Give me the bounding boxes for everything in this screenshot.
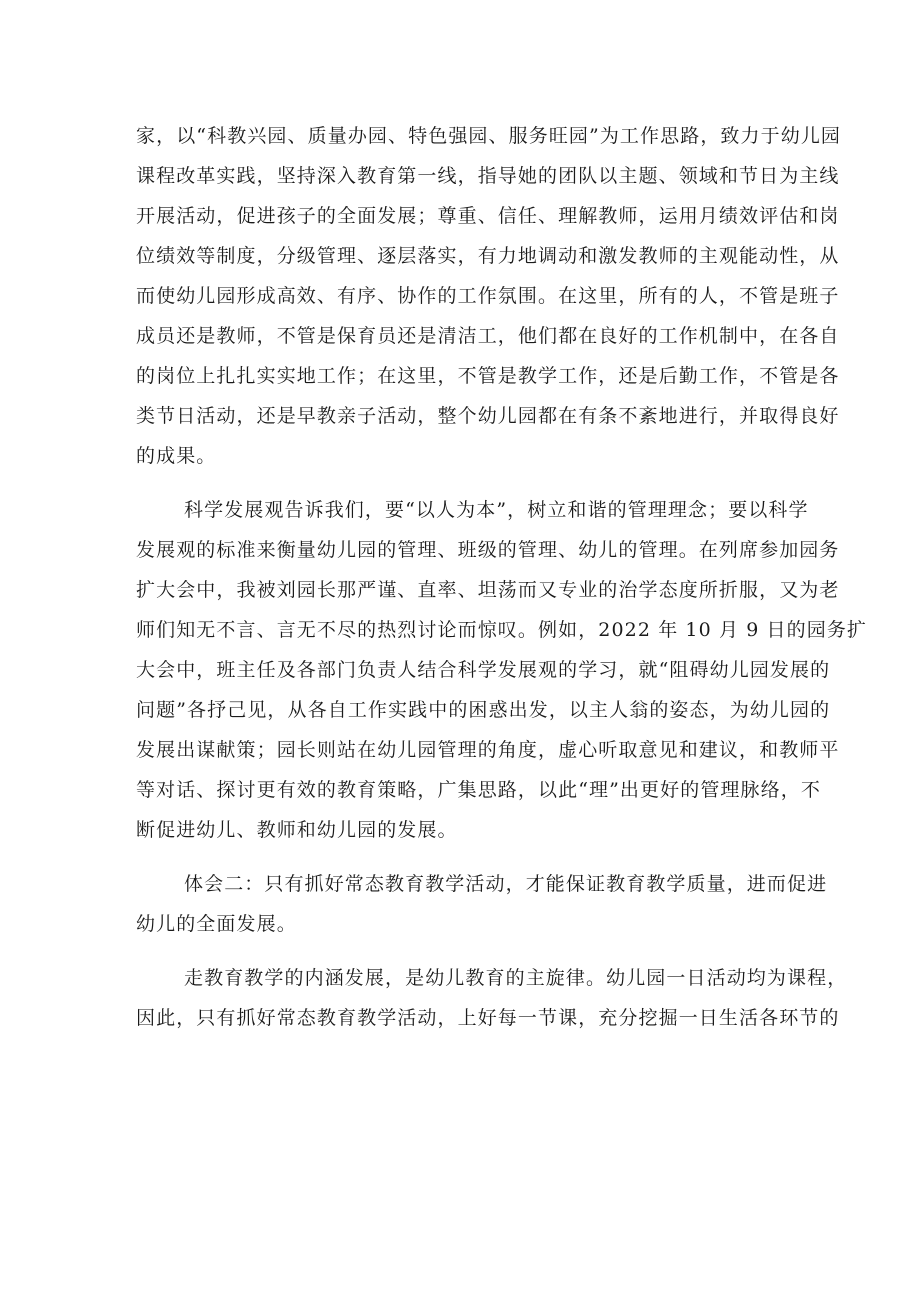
text-line: 家，以“科教兴园、质量办园、特色强园、服务旺园”为工作思路，致力于幼儿园 [136, 125, 842, 147]
text-line: 开展活动，促进孩子的全面发展；尊重、信任、理解教师，运用月绩效评估和岗 [136, 205, 840, 227]
text-line: 因此，只有抓好常态教育教学活动，上好每一节课，充分挖掘一日生活各环节的 [136, 1007, 840, 1029]
document-body [136, 116, 868, 1038]
text-line: 而使幼儿园形成高效、有序、协作的工作氛围。在这里，所有的人，不管是班子 [136, 285, 840, 307]
text-line: 大会中，班主任及各部门负责人结合科学发展观的学习，就“阻碍幼儿园发展的 [136, 659, 831, 681]
paragraph-3 [136, 864, 828, 944]
text-line: 走教育教学的内涵发展，是幼儿教育的主旋律。幼儿园一日活动均为课程， [184, 967, 848, 989]
text-line: 科学发展观告诉我们，要“以人为本”，树立和谐的管理理念；要以科学 [184, 499, 809, 521]
text-line: 位绩效等制度，分级管理、逐层落实，有力地调动和激发教师的主观能动性，从 [136, 245, 840, 267]
paragraph-1 [136, 116, 842, 476]
text-line: 扩大会中，我被刘园长那严谨、直率、坦荡而又专业的治学态度所折服，又为老 [136, 579, 840, 601]
paragraph-gap [136, 944, 798, 958]
paragraph-gap [136, 850, 798, 864]
text-line: 断促进幼儿、教师和幼儿园的发展。 [136, 819, 458, 841]
text-line: 师们知无不言、言无不尽的热烈讨论而惊叹。例如，2022 年 10 月 9 日的园务扩 [136, 619, 868, 641]
text-line: 的岗位上扎扎实实地工作；在这里，不管是教学工作，还是后勤工作，不管是各 [136, 365, 840, 387]
text-line: 体会二：只有抓好常态教育教学活动，才能保证教育教学质量，进而促进 [184, 873, 828, 895]
text-line: 发展观的标准来衡量幼儿园的管理、班级的管理、幼儿的管理。在列席参加园务 [136, 539, 840, 561]
text-line: 成员还是教师，不管是保育员还是清洁工，他们都在良好的工作机制中，在各自 [136, 325, 840, 347]
text-line: 等对话、探讨更有效的教育策略，广集思路，以此“理”出更好的管理脉络，不 [136, 779, 821, 801]
text-line: 发展出谋献策；园长则站在幼儿园管理的角度，虚心听取意见和建议，和教师平 [136, 739, 840, 761]
text-line: 类节日活动，还是早教亲子活动，整个幼儿园都在有条不紊地进行，并取得良好 [136, 405, 840, 427]
paragraph-gap [136, 476, 798, 490]
text-line: 课程改革实践，坚持深入教育第一线，指导她的团队以主题、领域和节日为主线 [136, 165, 840, 187]
text-line: 幼儿的全面发展。 [136, 913, 297, 935]
paragraph-2 [136, 490, 868, 850]
paragraph-4 [136, 958, 848, 1038]
text-line: 问题”各抒己见，从各自工作实践中的困惑出发，以主人翁的姿态，为幼儿园的 [136, 699, 831, 721]
text-line: 的成果。 [136, 445, 217, 467]
